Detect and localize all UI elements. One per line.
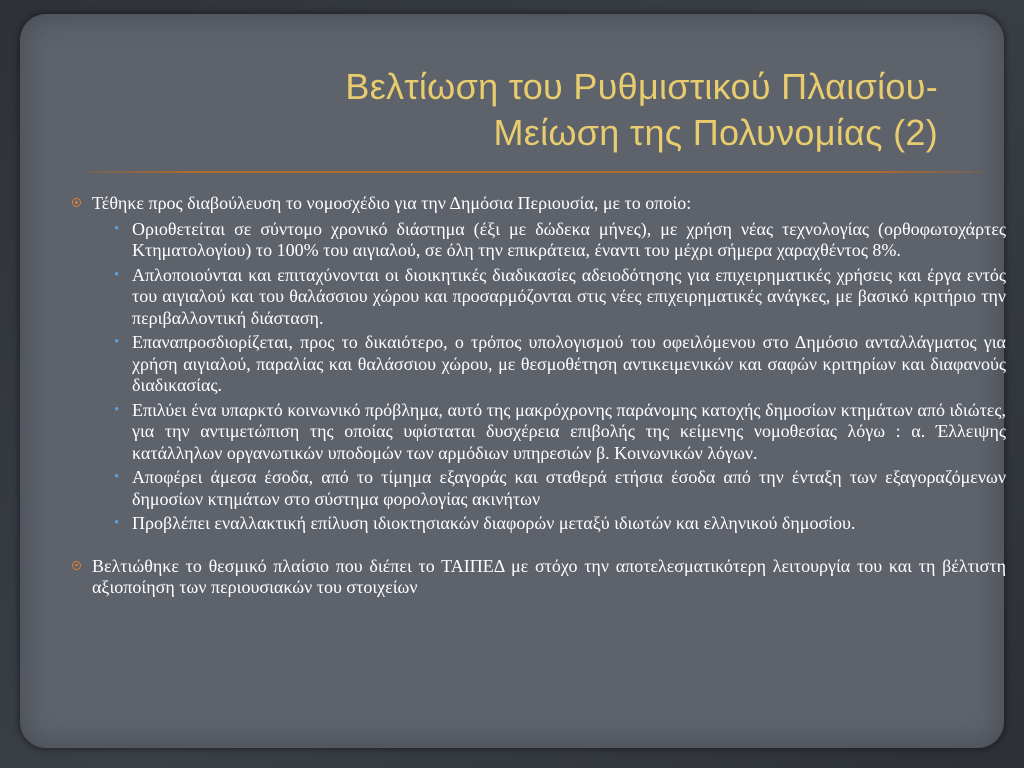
sub-bullet-item-6 (112, 513, 1006, 535)
sub-bullet-text-5: Αποφέρει άμεσα έσοδα, από το τίμημα εξαγοράς και σταθερά ετήσια έσοδα από την ένταξη των εξαγοραζόμενων δημοσίων κτημάτων στο σύστημα φορολογίας ακινήτων (132, 467, 1006, 509)
bullet-dot-icon: • (114, 266, 120, 283)
slide-content (72, 193, 1006, 599)
sub-bullet-text-3: Επαναπροσδιορίζεται, προς το δικαιότερο, ο τρόπος υπολογισμού του οφειλόμενου στο Δημόσιο ανταλλάγματος για χρήση αιγιαλού, παραλίας και θαλάσσιου χώρου, με θεσμοθέτηση αντικειμενικών και σαφών κριτηρίων και διαφανούς διαδικασίας. (132, 332, 1006, 395)
bullet-item-1 (72, 193, 1006, 535)
bullet-text-2: Βελτιώθηκε το θεσμικό πλαίσιο που διέπει το ΤΑΙΠΕΔ με στόχο την αποτελεσματικότερη λειτουργία του και τη βέλτιστη αξιοποίηση των περιουσιακών του στοιχείων (92, 555, 1006, 597)
sub-bullet-item-4 (112, 400, 1006, 465)
circled-dot-icon (72, 198, 81, 207)
sub-bullet-text-1: Οριοθετείται σε σύντομο χρονικό διάστημα (έξι με δώδεκα μήνες), με χρήση νέας τεχνολογίας (ορθοφωτοχάρτες Κτηματολογίου) το 100% του αιγιαλού, σε όλη την επικράτεια, έναντι του μέχρι σήμερα χαραχθέντος 8%. (132, 218, 1006, 260)
bullet-dot-icon: • (114, 469, 120, 485)
sub-bullet-text-4: Επιλύει ένα υπαρκτό κοινωνικό πρόβλημα, αυτό της μακρόχρονης παράνομης κατοχής δημοσίων κτημάτων από ιδιώτες, για την αντιμετώπιση της οποίας υφίσταται δυσχέρεια επιβολής της κείμενης νομοθεσίας λόγω : α. Έλλειψης κατάλληλων οργανωτικών υποδομών των αρμόδιων υπηρεσιών β. Κοινωνικών λόγων. (132, 399, 1006, 463)
sub-bullet-item-1 (112, 219, 1006, 262)
sub-bullet-item-2 (112, 265, 1006, 330)
sub-bullet-item-3 (112, 332, 1006, 397)
bullet-dot-icon: • (114, 401, 120, 418)
sub-bullet-text-6: Προβλέπει εναλλακτική επίλυση ιδιοκτησιακών διαφορών μεταξύ ιδιωτών και ελληνικού δημοσίου. (132, 513, 856, 533)
bullet-item-2 (72, 556, 1006, 599)
slide-panel (20, 14, 1004, 748)
bullet-dot-icon: • (114, 515, 120, 531)
sub-bullet-text-2: Απλοποιούνται και επιταχύνονται οι διοικητικές διαδικασίες αδειοδότησης για επιχειρηματικές χρήσεις και έργα εντός του αιγιαλού και του θαλάσσιου χώρου και προσαρμόζονται στις νέες επιχειρηματικές ανάγκες, με βασικό κριτήριο την περιβαλλοντική διάσταση. (132, 264, 1006, 328)
bullet-text-1: Τέθηκε προς διαβούλευση το νομοσχέδιο για την Δημόσια Περιουσία, με το οποίο: (92, 193, 692, 213)
sub-bullet-item-5 (112, 467, 1006, 510)
circled-dot-icon (72, 561, 81, 570)
bullet-dot-icon: • (114, 220, 120, 237)
slide-title (78, 64, 938, 156)
sub-bullet-list (92, 219, 1006, 535)
bullet-dot-icon: • (114, 334, 120, 350)
slide-title-line-1: Βελτίωση του Ρυθμιστικού Πλαισίου- (345, 66, 938, 107)
slide-title-line-2: Μείωση της Πολυνομίας (2) (493, 112, 938, 153)
title-divider (84, 171, 982, 173)
